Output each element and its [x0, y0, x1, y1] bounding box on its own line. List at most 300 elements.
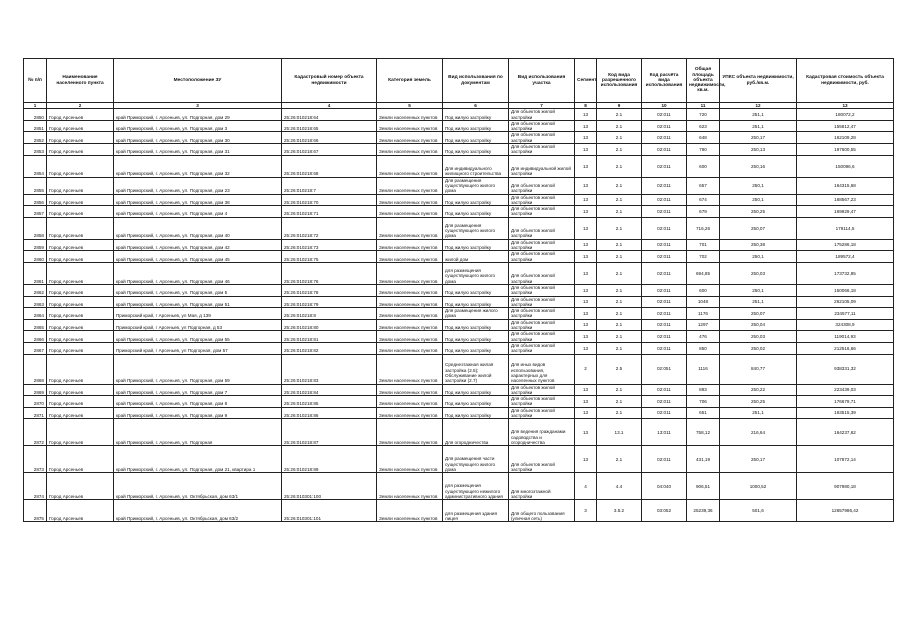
cell-kvri: 2.1 [597, 194, 642, 206]
column-number: 2 [47, 103, 114, 109]
column-number: 9 [597, 103, 642, 109]
cell-cost: 155812,47 [797, 120, 894, 132]
cell-cad: 25:26:010301:100 [282, 473, 377, 500]
cell-city: Город Арсеньев [47, 239, 114, 251]
cell-area: 600 [687, 155, 720, 177]
cell-n: 2869 [24, 384, 47, 396]
cell-area: 893 [687, 384, 720, 396]
cell-code: 02:011 [642, 217, 687, 239]
cell-area: 758,12 [687, 419, 720, 446]
table-row [24, 262, 894, 284]
cell-upks: 840,77 [720, 354, 797, 384]
cell-cat: Земли населенных пунктов [377, 419, 443, 446]
table-row [24, 384, 894, 396]
cell-upks: 250,17 [720, 132, 797, 144]
cell-n: 2865 [24, 319, 47, 331]
cell-city: Город Арсеньев [47, 319, 114, 331]
table-row [24, 177, 894, 194]
cell-cost: 119014,93 [797, 331, 894, 343]
cell-use: Для объектов жилой застройки [509, 262, 575, 284]
cell-city: Город Арсеньев [47, 342, 114, 354]
column-number: 12 [720, 103, 797, 109]
cell-cad: 25:26:010218:71 [282, 206, 377, 218]
cell-seg: 13 [575, 120, 597, 132]
cell-cad: 25:26:010218:68 [282, 155, 377, 177]
column-number: 11 [687, 103, 720, 109]
cell-kvri: 2.1 [597, 384, 642, 396]
cell-doc: жилой дом [443, 251, 509, 263]
cell-doc: Под жилую застройку [443, 284, 509, 296]
table-row [24, 331, 894, 343]
cell-cad: 25:26:010218:73 [282, 239, 377, 251]
cell-loc: край Приморский, г. Арсеньев, ул. Подгорная, дом 9 [114, 407, 282, 419]
cell-doc: Для размещения существующего жилого дома [443, 177, 509, 194]
cell-code: 03:052 [642, 500, 687, 522]
cell-use: Для объектов жилой застройки [509, 407, 575, 419]
cell-cat: Земли населенных пунктов [377, 217, 443, 239]
column-header: Наименование населенного пункта [47, 59, 114, 103]
cell-cost: 907980,18 [797, 473, 894, 500]
cell-code: 02:011 [642, 262, 687, 284]
cell-doc: для размещения здания лицея [443, 500, 509, 522]
cell-upks: 250,13 [720, 144, 797, 156]
cell-n: 2850 [24, 109, 47, 121]
cell-cad: 25:26:010218:85 [282, 396, 377, 408]
cell-cad: 25:26:010218:64 [282, 109, 377, 121]
cell-cat: Земли населенных пунктов [377, 144, 443, 156]
cell-cost: 180072,2 [797, 109, 894, 121]
column-number: 4 [282, 103, 377, 109]
cell-loc: край Приморский, г. Арсеньев, ул. Октябрьская, дом 63/1 [114, 473, 282, 500]
cell-doc: Под жилую застройку [443, 331, 509, 343]
cell-cat: Земли населенных пунктов [377, 296, 443, 308]
cell-use: Для объектов жилой застройки [509, 284, 575, 296]
cell-doc: Под жилую застройку [443, 120, 509, 132]
cell-use: Для объектов жилой застройки [509, 396, 575, 408]
cell-seg: 13 [575, 206, 597, 218]
cell-loc: край Приморский, г. Арсеньев, ул. Подгорная, дом 46 [114, 262, 282, 284]
cell-use: Для объектов жилой застройки [509, 194, 575, 206]
cell-seg: 13 [575, 407, 597, 419]
cell-kvri: 2.1 [597, 407, 642, 419]
cell-n: 2867 [24, 342, 47, 354]
cell-use: Для объектов жилой застройки [509, 296, 575, 308]
cell-n: 2874 [24, 473, 47, 500]
cell-cad: 25:26:010218:66 [282, 132, 377, 144]
cell-area: 850 [687, 342, 720, 354]
cell-cad: 25:26:010218:67 [282, 144, 377, 156]
cell-loc: край Приморский, г. Арсеньев, ул. Подгорная, дом 7 [114, 384, 282, 396]
cell-doc: для размещения существующего жилого дома [443, 262, 509, 284]
cell-code: 13:011 [642, 419, 687, 446]
cell-upks: 251,1 [720, 407, 797, 419]
cell-area: 657 [687, 177, 720, 194]
cell-doc: Под жилую застройку [443, 194, 509, 206]
cell-upks: 250,16 [720, 155, 797, 177]
cell-n: 2873 [24, 446, 47, 473]
cell-use: Для объектов жилой застройки [509, 109, 575, 121]
table-row [24, 407, 894, 419]
cell-n: 2875 [24, 500, 47, 522]
cell-cat: Земли населенных пунктов [377, 177, 443, 194]
cell-seg: 13 [575, 419, 597, 446]
cell-seg: 13 [575, 342, 597, 354]
cell-code: 02:011 [642, 109, 687, 121]
cell-n: 2851 [24, 120, 47, 132]
cell-cat: Земли населенных пунктов [377, 239, 443, 251]
cell-n: 2863 [24, 296, 47, 308]
column-header: Кадастровый номер объекта недвижимости [282, 59, 377, 103]
table-body [24, 109, 894, 522]
cell-kvri: 2.1 [597, 284, 642, 296]
cell-city: Город Арсеньев [47, 446, 114, 473]
cell-area: 1048 [687, 296, 720, 308]
cell-cost: 212516,66 [797, 342, 894, 354]
cell-n: 2858 [24, 217, 47, 239]
cell-seg: 13 [575, 396, 597, 408]
cell-n: 2855 [24, 177, 47, 194]
cell-cad: 25:26:010218:89 [282, 446, 377, 473]
cell-area: 431,19 [687, 446, 720, 473]
cell-area: 1176 [687, 308, 720, 320]
cell-city: Город Арсеньев [47, 407, 114, 419]
cell-kvri: 2.1 [597, 446, 642, 473]
cell-loc: край Приморский, г. Арсеньев, ул. Подгорная, дом 23 [114, 177, 282, 194]
cell-cad: 25:26:010218:7 [282, 177, 377, 194]
cell-code: 02:011 [642, 155, 687, 177]
cell-cat: Земли населенных пунктов [377, 109, 443, 121]
table-row [24, 319, 894, 331]
cell-city: Город Арсеньев [47, 132, 114, 144]
cell-cost: 168567,23 [797, 194, 894, 206]
table-row [24, 251, 894, 263]
column-header: Вид использования участка [509, 59, 575, 103]
cell-code: 02:011 [642, 251, 687, 263]
cell-loc: Приморский край, г Арсеньев, ул Мая, д 139 [114, 308, 282, 320]
cell-city: Город Арсеньев [47, 120, 114, 132]
cell-code: 02:011 [642, 331, 687, 343]
cell-city: Город Арсеньев [47, 396, 114, 408]
cell-cad: 25:26:010218:87 [282, 419, 377, 446]
cell-area: 702 [687, 251, 720, 263]
cell-kvri: 3.5.2 [597, 500, 642, 522]
cell-loc: край Приморский, г. Арсеньев, ул. Подгорная, дом 29 [114, 109, 282, 121]
cell-kvri: 2.1 [597, 177, 642, 194]
table-row [24, 120, 894, 132]
cell-use: Для объектов жилой застройки [509, 144, 575, 156]
cell-code: 02:011 [642, 144, 687, 156]
cell-code: 02:011 [642, 446, 687, 473]
table-row [24, 354, 894, 384]
cell-doc: Под жилую застройку [443, 396, 509, 408]
cell-area: 674 [687, 194, 720, 206]
cell-seg: 13 [575, 239, 597, 251]
cell-area: 716,26 [687, 217, 720, 239]
cell-kvri: 2.1 [597, 132, 642, 144]
column-header: Категория земель [377, 59, 443, 103]
cell-loc: край Приморский, г. Арсеньев, ул. Подгорная, дом 31 [114, 144, 282, 156]
cell-kvri: 2.5 [597, 354, 642, 384]
cell-code: 02:011 [642, 194, 687, 206]
cell-area: 706 [687, 396, 720, 408]
cell-cad: 25:26:010218:80 [282, 319, 377, 331]
table-row [24, 217, 894, 239]
cell-cad: 25:26:010218:79 [282, 296, 377, 308]
cell-cat: Земли населенных пунктов [377, 331, 443, 343]
cell-upks: 250,04 [720, 319, 797, 331]
cell-city: Город Арсеньев [47, 308, 114, 320]
cell-cat: Земли населенных пунктов [377, 206, 443, 218]
cell-n: 2862 [24, 284, 47, 296]
cell-area: 1297 [687, 319, 720, 331]
cell-kvri: 2.1 [597, 251, 642, 263]
cell-kvri: 2.1 [597, 319, 642, 331]
cell-upks: 251,1 [720, 296, 797, 308]
cell-use: Для индивидуальной жилой застройки [509, 155, 575, 177]
cell-kvri: 2.1 [597, 109, 642, 121]
cell-use: Для объектов жилой застройки [509, 132, 575, 144]
cell-kvri: 13.1 [597, 419, 642, 446]
cell-loc: край Приморский, г. Арсеньев, ул. Подгорная, дом 59 [114, 354, 282, 384]
cell-seg: 13 [575, 217, 597, 239]
cell-n: 2872 [24, 419, 47, 446]
cell-cost: 169929,47 [797, 206, 894, 218]
cell-cost: 12657986,42 [797, 500, 894, 522]
cell-code: 02:011 [642, 407, 687, 419]
cell-cat: Земли населенных пунктов [377, 384, 443, 396]
table-row [24, 155, 894, 177]
cell-cad: 25:26:010218:81 [282, 331, 377, 343]
cell-use: Для объектов жилой застройки [509, 177, 575, 194]
cell-upks: 1000,52 [720, 473, 797, 500]
cell-upks: 251,1 [720, 109, 797, 121]
cell-cat: Земли населенных пунктов [377, 319, 443, 331]
cell-cost: 175286,18 [797, 239, 894, 251]
cell-seg: 13 [575, 446, 597, 473]
cell-cad: 25:26:010218:65 [282, 120, 377, 132]
cell-seg: 13 [575, 194, 597, 206]
cell-upks: 501,6 [720, 500, 797, 522]
cell-n: 2856 [24, 194, 47, 206]
column-header: Вид использования по документам [443, 59, 509, 103]
cell-cad: 25:26:010218:84 [282, 384, 377, 396]
cell-n: 2853 [24, 144, 47, 156]
cell-seg: 13 [575, 296, 597, 308]
cell-loc: край Приморский, г. Арсеньев, ул. Подгорная [114, 419, 282, 446]
cell-code: 02:011 [642, 206, 687, 218]
cell-city: Город Арсеньев [47, 354, 114, 384]
cell-n: 2871 [24, 407, 47, 419]
cell-code: 02:011 [642, 132, 687, 144]
cell-seg: 13 [575, 331, 597, 343]
cell-area: 906,51 [687, 473, 720, 500]
cell-kvri: 2.1 [597, 262, 642, 284]
document-sheet [23, 58, 883, 522]
cell-area: 600 [687, 284, 720, 296]
cell-use: Для объектов жилой застройки [509, 239, 575, 251]
cell-upks: 216,64 [720, 419, 797, 446]
column-header: Код расчёта вида использования [642, 59, 687, 103]
cell-use: Для объектов жилой застройки [509, 446, 575, 473]
cell-upks: 250,1 [720, 194, 797, 206]
cell-loc: край Приморский, г. Арсеньев, ул. Подгорная, дом 30 [114, 132, 282, 144]
table-row [24, 500, 894, 522]
cell-cat: Земли населенных пунктов [377, 396, 443, 408]
cell-kvri: 2.1 [597, 396, 642, 408]
cell-code: 02:011 [642, 239, 687, 251]
cell-upks: 250,07 [720, 308, 797, 320]
cell-area: 25239,36 [687, 500, 720, 522]
cell-city: Город Арсеньев [47, 177, 114, 194]
cell-cat: Земли населенных пунктов [377, 446, 443, 473]
cell-cat: Земли населенных пунктов [377, 308, 443, 320]
cell-loc: край Приморский, г. Арсеньев, ул. Подгорная, дом 38 [114, 194, 282, 206]
column-number: 8 [575, 103, 597, 109]
cell-seg: 13 [575, 132, 597, 144]
column-number: 1 [24, 103, 47, 109]
cell-upks: 250,03 [720, 262, 797, 284]
cell-doc: Под жилую застройку [443, 132, 509, 144]
cell-city: Город Арсеньев [47, 500, 114, 522]
cell-n: 2870 [24, 396, 47, 408]
cell-use: Для общего пользования (уличная сеть) [509, 500, 575, 522]
cell-city: Город Арсеньев [47, 206, 114, 218]
cell-doc: Под жилую застройку [443, 144, 509, 156]
cell-cat: Земли населенных пунктов [377, 132, 443, 144]
cell-doc: Для размещения жилого дома [443, 308, 509, 320]
cell-doc: Для размещения части существующего жилого дома [443, 446, 509, 473]
cell-area: 694,85 [687, 262, 720, 284]
cell-seg: 13 [575, 308, 597, 320]
cell-seg: 13 [575, 284, 597, 296]
cell-seg: 2 [575, 354, 597, 384]
cell-loc: край Приморский, г. Арсеньев, ул. Подгорная, дом 3 [114, 120, 282, 132]
table-row [24, 308, 894, 320]
cell-code: 02:011 [642, 396, 687, 408]
cell-city: Город Арсеньев [47, 384, 114, 396]
cell-upks: 250,38 [720, 239, 797, 251]
cell-loc: край Приморский, г. Арсеньев, ул. Подгорная, дом 55 [114, 331, 282, 343]
cell-cost: 938331,32 [797, 354, 894, 384]
cell-doc: Под жилую застройку [443, 296, 509, 308]
cell-use: Для объектов жилой застройки [509, 319, 575, 331]
cell-seg: 13 [575, 109, 597, 121]
cell-kvri: 2.1 [597, 331, 642, 343]
cell-city: Город Арсеньев [47, 251, 114, 263]
cell-loc: край Приморский, г. Арсеньев, ул. Подгорная, дом 32 [114, 155, 282, 177]
cell-n: 2861 [24, 262, 47, 284]
cell-loc: край Приморский, г. Арсеньев, ул. Подгорная, дом 4 [114, 206, 282, 218]
cell-code: 02:051 [642, 354, 687, 384]
table-row [24, 144, 894, 156]
cell-doc: Для размещения существующего жилого дома [443, 217, 509, 239]
column-number: 13 [797, 103, 894, 109]
table-row [24, 396, 894, 408]
cell-cost: 162109,28 [797, 132, 894, 144]
cell-loc: край Приморский, г. Арсеньев, ул. Подгорная, дом 21, квартира 1 [114, 446, 282, 473]
cell-cat: Земли населенных пунктов [377, 251, 443, 263]
column-header: Кадастровая стоимость объекта недвижимости, руб. [797, 59, 894, 103]
cell-area: 648 [687, 132, 720, 144]
cell-loc: край Приморский, г. Арсеньев, ул. Подгорная, дом 8 [114, 396, 282, 408]
cell-cost: 197600,55 [797, 144, 894, 156]
cell-seg: 3 [575, 500, 597, 522]
cell-city: Город Арсеньев [47, 155, 114, 177]
cell-doc: Для индивидуального жилищного строительства [443, 155, 509, 177]
cell-city: Город Арсеньев [47, 284, 114, 296]
cell-cat: Земли населенных пунктов [377, 354, 443, 384]
cell-use: Для объектов жилой застройки [509, 384, 575, 396]
table-row [24, 194, 894, 206]
cell-code: 02:011 [642, 284, 687, 296]
cell-n: 2854 [24, 155, 47, 177]
column-number: 3 [114, 103, 282, 109]
cell-loc: край Приморский, г. Арсеньев, ул. Подгорная, дом 51 [114, 296, 282, 308]
cell-upks: 250,1 [720, 284, 797, 296]
table-row [24, 132, 894, 144]
column-header: Код вида разрешенного использования [597, 59, 642, 103]
cell-cad: 25:26:010218:8 [282, 308, 377, 320]
cell-doc: Для огородничества [443, 419, 509, 446]
cell-area: 720 [687, 109, 720, 121]
cell-cost: 164237,62 [797, 419, 894, 446]
cell-area: 679 [687, 206, 720, 218]
cell-cat: Земли населенных пунктов [377, 342, 443, 354]
cell-area: 701 [687, 239, 720, 251]
cell-cat: Земли населенных пунктов [377, 262, 443, 284]
cell-doc: Под жилую застройку [443, 109, 509, 121]
table-row [24, 239, 894, 251]
cell-seg: 13 [575, 144, 597, 156]
cell-cat: Земли населенных пунктов [377, 120, 443, 132]
cell-cad: 25:26:010218:70 [282, 194, 377, 206]
column-header: Сегмент [575, 59, 597, 103]
cell-kvri: 2.1 [597, 296, 642, 308]
column-header: Местоположение ЗУ [114, 59, 282, 103]
cell-code: 02:011 [642, 319, 687, 331]
cell-code: 04:040 [642, 473, 687, 500]
cell-n: 2864 [24, 308, 47, 320]
cell-upks: 250,1 [720, 177, 797, 194]
cell-loc: край Приморский, г. Арсеньев, ул. Подгорная, дом 42 [114, 239, 282, 251]
cell-use: Для объектов жилой застройки [509, 342, 575, 354]
cell-kvri: 2.1 [597, 308, 642, 320]
column-header: Общая площадь объекта недвижимости, кв.м. [687, 59, 720, 103]
cell-use: Для объектов жилой застройки [509, 308, 575, 320]
cell-n: 2860 [24, 251, 47, 263]
cell-kvri: 2.1 [597, 144, 642, 156]
cell-upks: 250,07 [720, 217, 797, 239]
cell-use: Для объектов жилой застройки [509, 206, 575, 218]
table-row [24, 109, 894, 121]
cell-kvri: 2.1 [597, 206, 642, 218]
cell-code: 02:011 [642, 384, 687, 396]
header-row [24, 59, 894, 103]
cell-cad: 25:26:010218:78 [282, 284, 377, 296]
cell-city: Город Арсеньев [47, 144, 114, 156]
cell-n: 2866 [24, 331, 47, 343]
cell-cost: 150096,6 [797, 155, 894, 177]
cell-seg: 13 [575, 319, 597, 331]
cell-area: 623 [687, 120, 720, 132]
cell-cost: 176679,71 [797, 396, 894, 408]
cell-cad: 25:26:010301:101 [282, 500, 377, 522]
cell-cost: 234577,11 [797, 308, 894, 320]
table-row [24, 446, 894, 473]
cell-loc: край Приморский, г. Арсеньев, ул. Подгорная, дом 45 [114, 251, 282, 263]
cell-kvri: 2.1 [597, 239, 642, 251]
column-header: № п/п [24, 59, 47, 103]
